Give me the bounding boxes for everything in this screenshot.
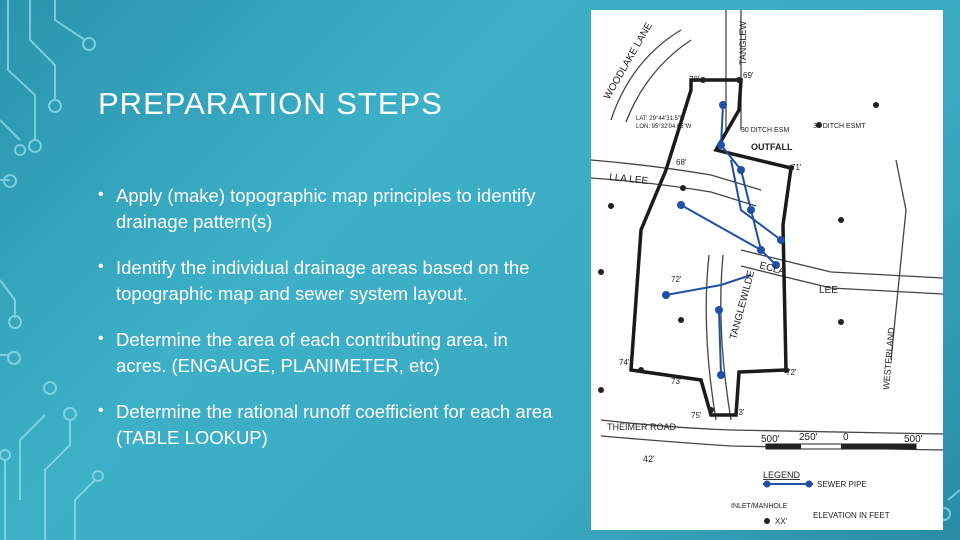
scale-label: 500' [904,434,923,445]
bullet-item [98,399,558,451]
elevation-label: 68' [676,158,687,167]
elevation-label: 73' [671,377,682,386]
bullet-icon: • [98,330,104,347]
legend-elevation-marker: XX' [775,517,788,526]
elevation-label: 69' [743,71,754,80]
drainage-map [591,10,943,530]
street-della-lee: LLA LEE [608,172,649,188]
street-tanglewilde: TANGLEWILDE [728,269,758,341]
bullet-icon: • [98,186,104,203]
street-lee: LEE [819,285,838,296]
street-ecla: ECLA [758,260,787,278]
legend-title: LEGEND [763,470,801,480]
bullet-icon: • [98,258,104,275]
legend-elevation: ELEVATION IN FEET [813,511,890,520]
bullet-item [98,183,558,235]
scale-bar [761,432,923,449]
legend-inlet: INLET/MANHOLE [731,503,788,510]
elevation-label: 70' [689,75,700,84]
street-woodlake: WOODLAKE LANE [602,20,655,102]
bullet-text: Determine the area of each contributing area, in acres. (ENGAUGE, PLANIMETER, etc) [116,329,508,376]
bullet-list [98,183,558,471]
outfall-label: OUTFALL [751,142,793,152]
slide-title: PREPARATION STEPS [98,86,443,121]
map-legend [731,470,890,526]
outfall-ditch-right: 30 DITCH ESMT [813,123,866,130]
elevation-label: 74' [619,358,630,367]
outfall-ditch-left: 30 DITCH ESM [741,127,790,134]
bullet-icon: • [98,402,104,419]
bullet-item [98,327,558,379]
bullet-text: Identify the individual drainage areas based on the topographic map and sewer system layout. [116,257,530,304]
legend-sewer: SEWER PIPE [817,480,867,489]
scale-label: 500' [761,434,780,445]
elevation-label: 71' [791,163,802,172]
outfall-lat: LAT: 29°44'31.5"N [636,116,685,122]
elevation-label: 75' [691,411,702,420]
elevation-label: 73' [734,408,745,417]
street-tanglewilde-top: TANGLEW [738,21,748,65]
elevation-label: 72' [671,275,682,284]
bullet-text: Apply (make) topographic map principles to identify drainage pattern(s) [116,185,536,232]
bullet-item [98,255,558,307]
drainage-map-image [591,10,943,530]
elevation-label: 42' [643,454,655,464]
scale-label: 0 [843,432,849,443]
scale-label: 250' [799,432,818,443]
bullet-text: Determine the rational runoff coefficient for each area (TABLE LOOKUP) [116,401,553,448]
elevation-label: 72' [786,368,797,377]
street-westerland: WESTERLAND [881,327,897,391]
outfall-lon: LON: 95°32'04.65"W [636,124,692,130]
street-theimer: THEIMER ROAD [607,422,677,432]
